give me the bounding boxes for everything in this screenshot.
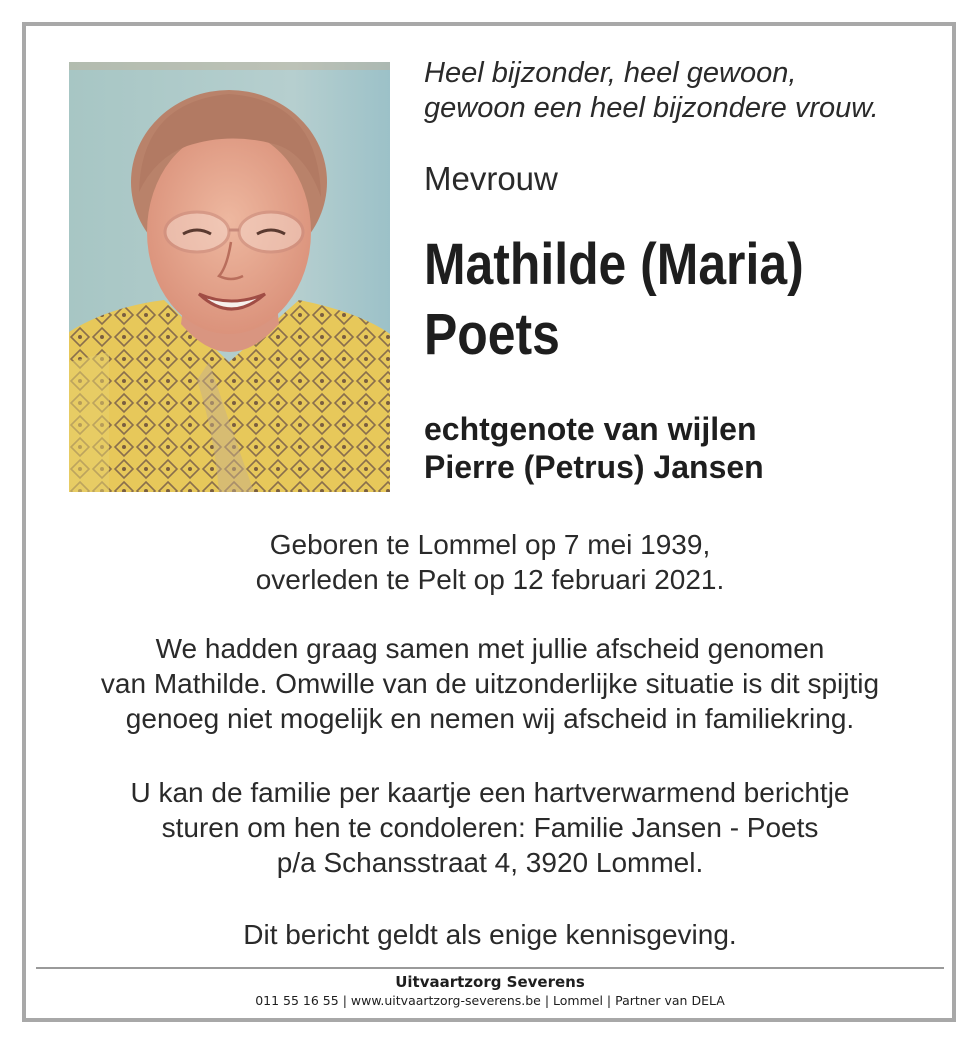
farewell-message — [40, 631, 940, 736]
condolence-line-1: U kan de familie per kaartje een hartverwarmend berichtje — [130, 777, 850, 808]
footer-divider — [36, 967, 944, 969]
undertaker-contact: 011 55 16 55 | www.uitvaartzorg-severens.be | Lommel | Partner van DELA — [255, 993, 725, 1008]
quote-line-1: Heel bijzonder, heel gewoon, — [424, 57, 797, 89]
dates-line-2: overleden te Pelt op 12 februari 2021. — [255, 564, 725, 595]
farewell-line-2: van Mathilde. Omwille van de uitzonderlijke situatie is dit spijtig — [100, 668, 880, 699]
dates-line-1: Geboren te Lommel op 7 mei 1939, — [269, 529, 711, 560]
birth-death-dates — [40, 527, 940, 597]
deceased-name — [424, 230, 871, 370]
portrait-image — [69, 62, 390, 492]
quote-line-2: gewoon een heel bijzondere vrouw. — [424, 92, 879, 124]
notice-line: Dit bericht geldt als enige kennisgeving. — [243, 919, 737, 950]
spouse-line-2: Pierre (Petrus) Jansen — [424, 449, 764, 485]
farewell-line-3: genoeg niet mogelijk en nemen wij afscheid in familiekring. — [125, 703, 855, 734]
memorial-quote — [424, 56, 944, 126]
portrait-photo — [69, 62, 390, 492]
honorific: Mevrouw — [424, 160, 558, 197]
spouse-info — [424, 410, 944, 486]
condolence-line-2: sturen om hen te condoleren: Familie Jansen - Poets — [161, 812, 819, 843]
condolence-info — [40, 775, 940, 880]
spouse-line-1: echtgenote van wijlen — [424, 411, 757, 447]
farewell-line-1: We hadden graag samen met jullie afscheid genomen — [155, 633, 825, 664]
notice-statement — [40, 917, 940, 952]
undertaker-name: Uitvaartzorg Severens — [395, 973, 585, 991]
condolence-line-3: p/a Schansstraat 4, 3920 Lommel. — [276, 847, 704, 878]
name-line-1: Mathilde (Maria) — [424, 232, 804, 297]
name-line-2: Poets — [424, 302, 560, 367]
